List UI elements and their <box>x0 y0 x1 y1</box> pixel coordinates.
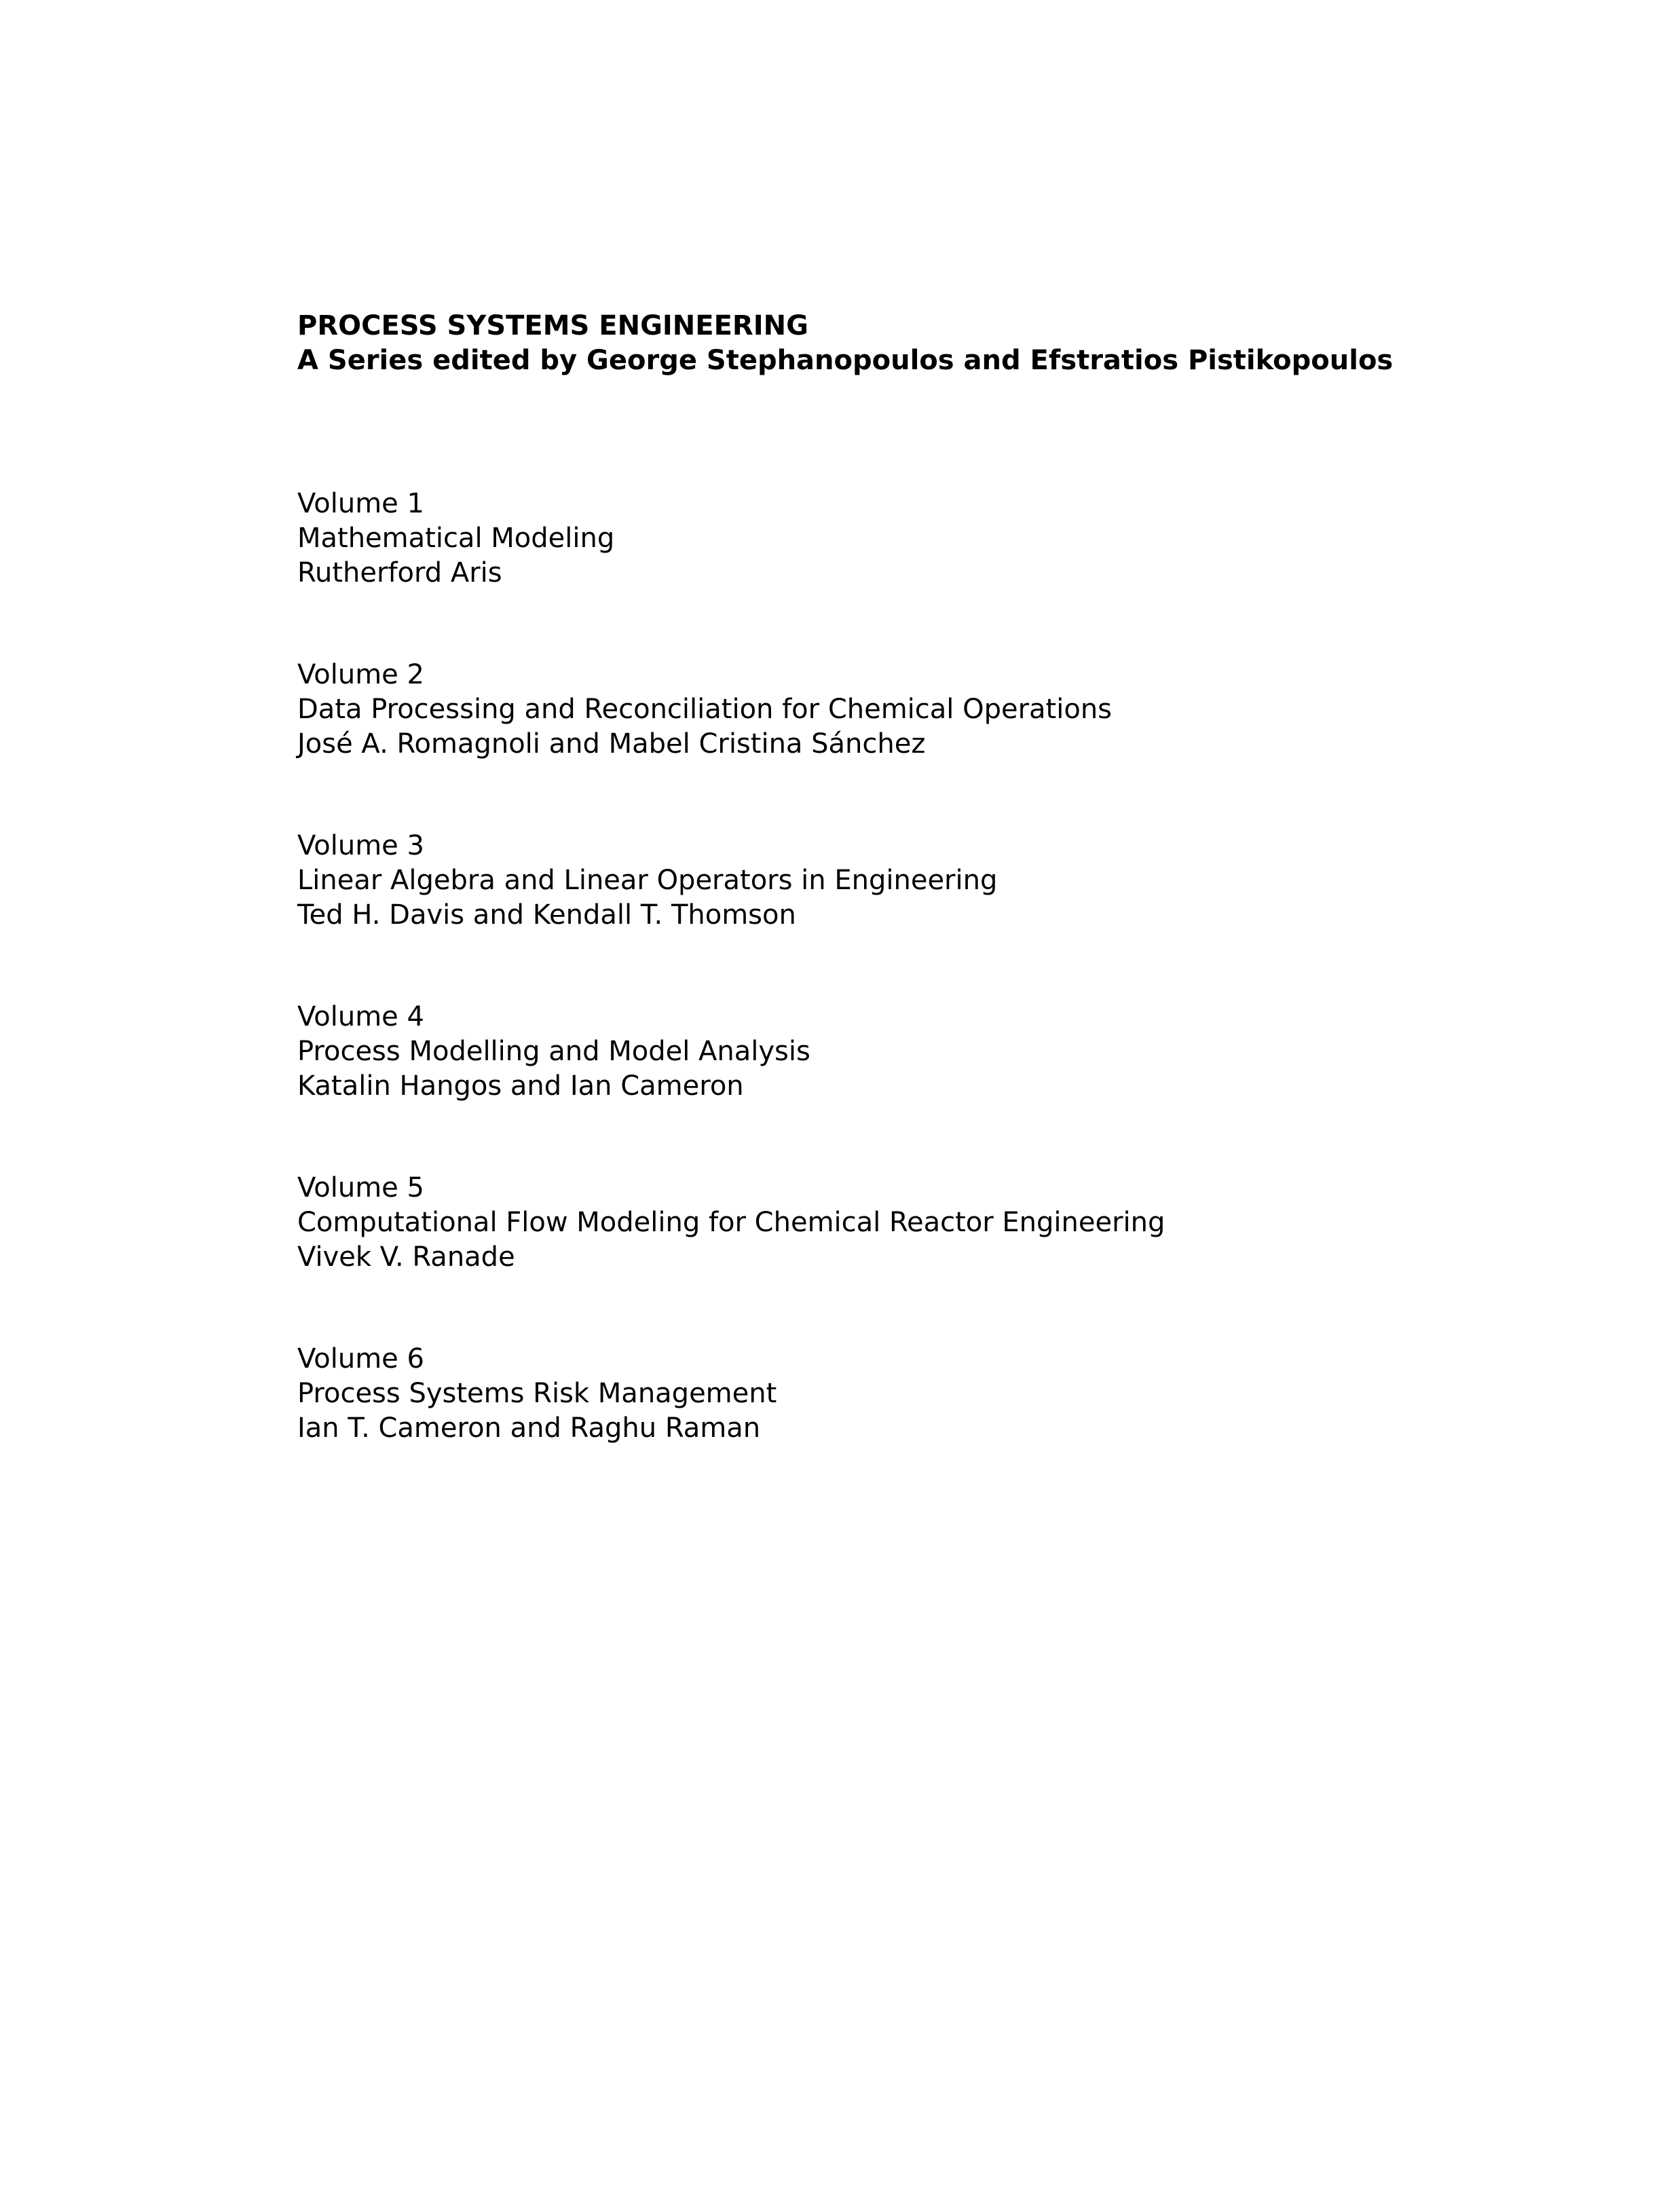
series-title: PROCESS SYSTEMS ENGINEERING <box>297 310 808 341</box>
volume-authors: Ian T. Cameron and Raghu Raman <box>297 1412 761 1444</box>
volume-title: Process Modelling and Model Analysis <box>297 1036 810 1067</box>
volume-authors: Katalin Hangos and Ian Cameron <box>297 1070 744 1102</box>
volume-title: Linear Algebra and Linear Operators in Engineering <box>297 865 998 896</box>
volume-authors: Vivek V. Ranade <box>297 1241 515 1273</box>
page-content <box>297 309 1587 1513</box>
volume-number: Volume 6 <box>297 1343 424 1374</box>
volume-authors: Ted H. Davis and Kendall T. Thomson <box>297 899 796 931</box>
volume-entry-5 <box>297 1171 1587 1275</box>
volume-entry-6 <box>297 1342 1587 1446</box>
volume-number: Volume 3 <box>297 830 424 861</box>
volume-entry-4 <box>297 1000 1587 1104</box>
volume-title: Data Processing and Reconciliation for Chemical Operations <box>297 694 1113 725</box>
volume-authors: José A. Romagnoli and Mabel Cristina Sánchez <box>297 728 926 760</box>
volume-authors: Rutherford Aris <box>297 557 502 588</box>
volume-entry-2 <box>297 658 1587 762</box>
volume-number: Volume 5 <box>297 1172 424 1203</box>
volume-number: Volume 1 <box>297 488 424 519</box>
volume-number: Volume 2 <box>297 659 424 690</box>
volume-title: Mathematical Modeling <box>297 523 615 554</box>
volume-entry-3 <box>297 829 1587 933</box>
volume-entry-1 <box>297 487 1587 591</box>
volume-number: Volume 4 <box>297 1001 424 1032</box>
volume-list <box>297 487 1587 1446</box>
series-subtitle: A Series edited by George Stephanopoulos and Efstratios Pistikopoulos <box>297 345 1394 376</box>
volume-title: Process Systems Risk Management <box>297 1378 777 1409</box>
series-header <box>297 309 1587 378</box>
volume-title: Computational Flow Modeling for Chemical Reactor Engineering <box>297 1207 1165 1238</box>
